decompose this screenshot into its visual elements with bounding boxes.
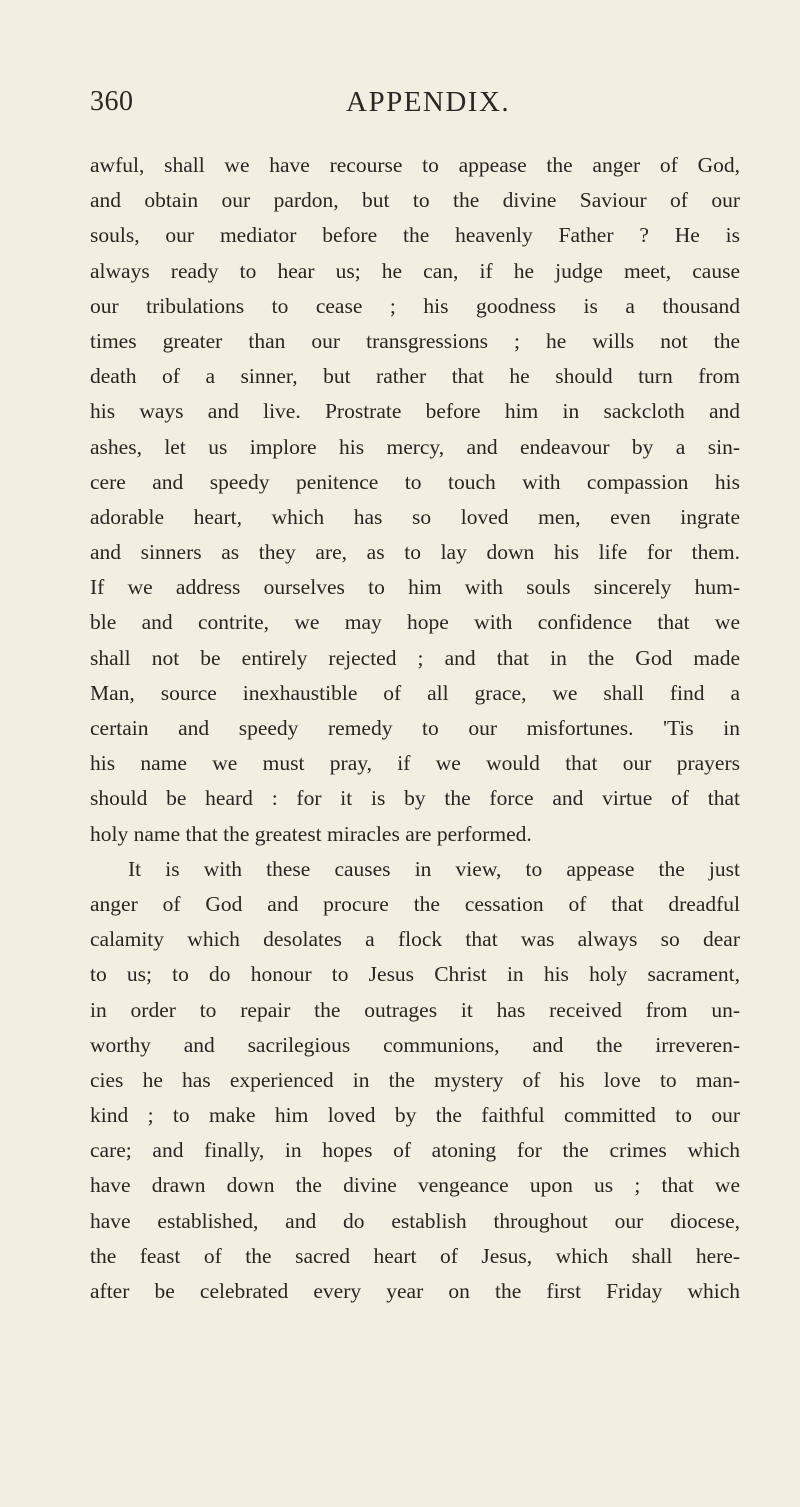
- text-line: always ready to hear us; he can, if he judge meet, cause: [90, 258, 740, 283]
- text-line: kind ; to make him loved by the faithful committed to our: [90, 1103, 740, 1128]
- text-line: times greater than our transgressions ; he wills not the: [90, 328, 740, 353]
- text-line: in order to repair the outrages it has received from un-: [90, 997, 740, 1022]
- page-header: [90, 86, 740, 126]
- text-line: ble and contrite, we may hope with confidence that we: [90, 610, 740, 635]
- text-line: If we address ourselves to him with souls sincerely hum-: [90, 575, 740, 600]
- text-line: souls, our mediator before the heavenly Father ? He is: [90, 223, 740, 248]
- text-line: shall not be entirely rejected ; and that in the God made: [90, 645, 740, 670]
- text-line: calamity which desolates a flock that was always so dear: [90, 927, 740, 952]
- text-line: Man, source inexhaustible of all grace, we shall find a: [90, 680, 740, 705]
- text-line: ashes, let us implore his mercy, and endeavour by a sin-: [90, 434, 740, 459]
- text-line: cies he has experienced in the mystery of his love to man-: [90, 1067, 740, 1092]
- text-line: death of a sinner, but rather that he should turn from: [90, 364, 740, 389]
- text-line: awful, shall we have recourse to appease the anger of God,: [90, 153, 740, 177]
- text-line: and obtain our pardon, but to the divine Saviour of our: [90, 188, 740, 213]
- text-line: adorable heart, which has so loved men, even ingrate: [90, 504, 740, 529]
- running-head: APPENDIX.: [346, 86, 511, 118]
- text-line: holy name that the greatest miracles are performed.: [90, 821, 532, 846]
- text-line: to us; to do honour to Jesus Christ in his holy sacrament,: [90, 962, 740, 987]
- text-line: his ways and live. Prostrate before him in sackcloth and: [90, 399, 740, 424]
- text-line: have drawn down the divine vengeance upon us ; that we: [90, 1173, 740, 1198]
- text-line: cere and speedy penitence to touch with compassion his: [90, 469, 740, 494]
- text-line: after be celebrated every year on the first Friday which: [90, 1279, 740, 1303]
- text-line: have established, and do establish throughout our diocese,: [90, 1208, 740, 1233]
- text-line: and sinners as they are, as to lay down his life for them.: [90, 540, 740, 565]
- text-line: the feast of the sacred heart of Jesus, which shall here-: [90, 1243, 740, 1268]
- body-text: [90, 148, 740, 1309]
- text-line: anger of God and procure the cessation of that dreadful: [90, 891, 740, 916]
- text-line: our tribulations to cease ; his goodness is a thousand: [90, 293, 740, 318]
- text-line: his name we must pray, if we would that our prayers: [90, 751, 740, 776]
- text-line: care; and finally, in hopes of atoning for the crimes which: [90, 1138, 740, 1163]
- text-line: should be heard : for it is by the force and virtue of that: [90, 786, 740, 811]
- text-line: certain and speedy remedy to our misfortunes. 'Tis in: [90, 716, 740, 740]
- page-number: 360: [90, 86, 134, 117]
- paragraph-start-line: It is with these causes in view, to appease the just: [128, 856, 740, 881]
- text-line: worthy and sacrilegious communions, and the irreveren-: [90, 1032, 740, 1057]
